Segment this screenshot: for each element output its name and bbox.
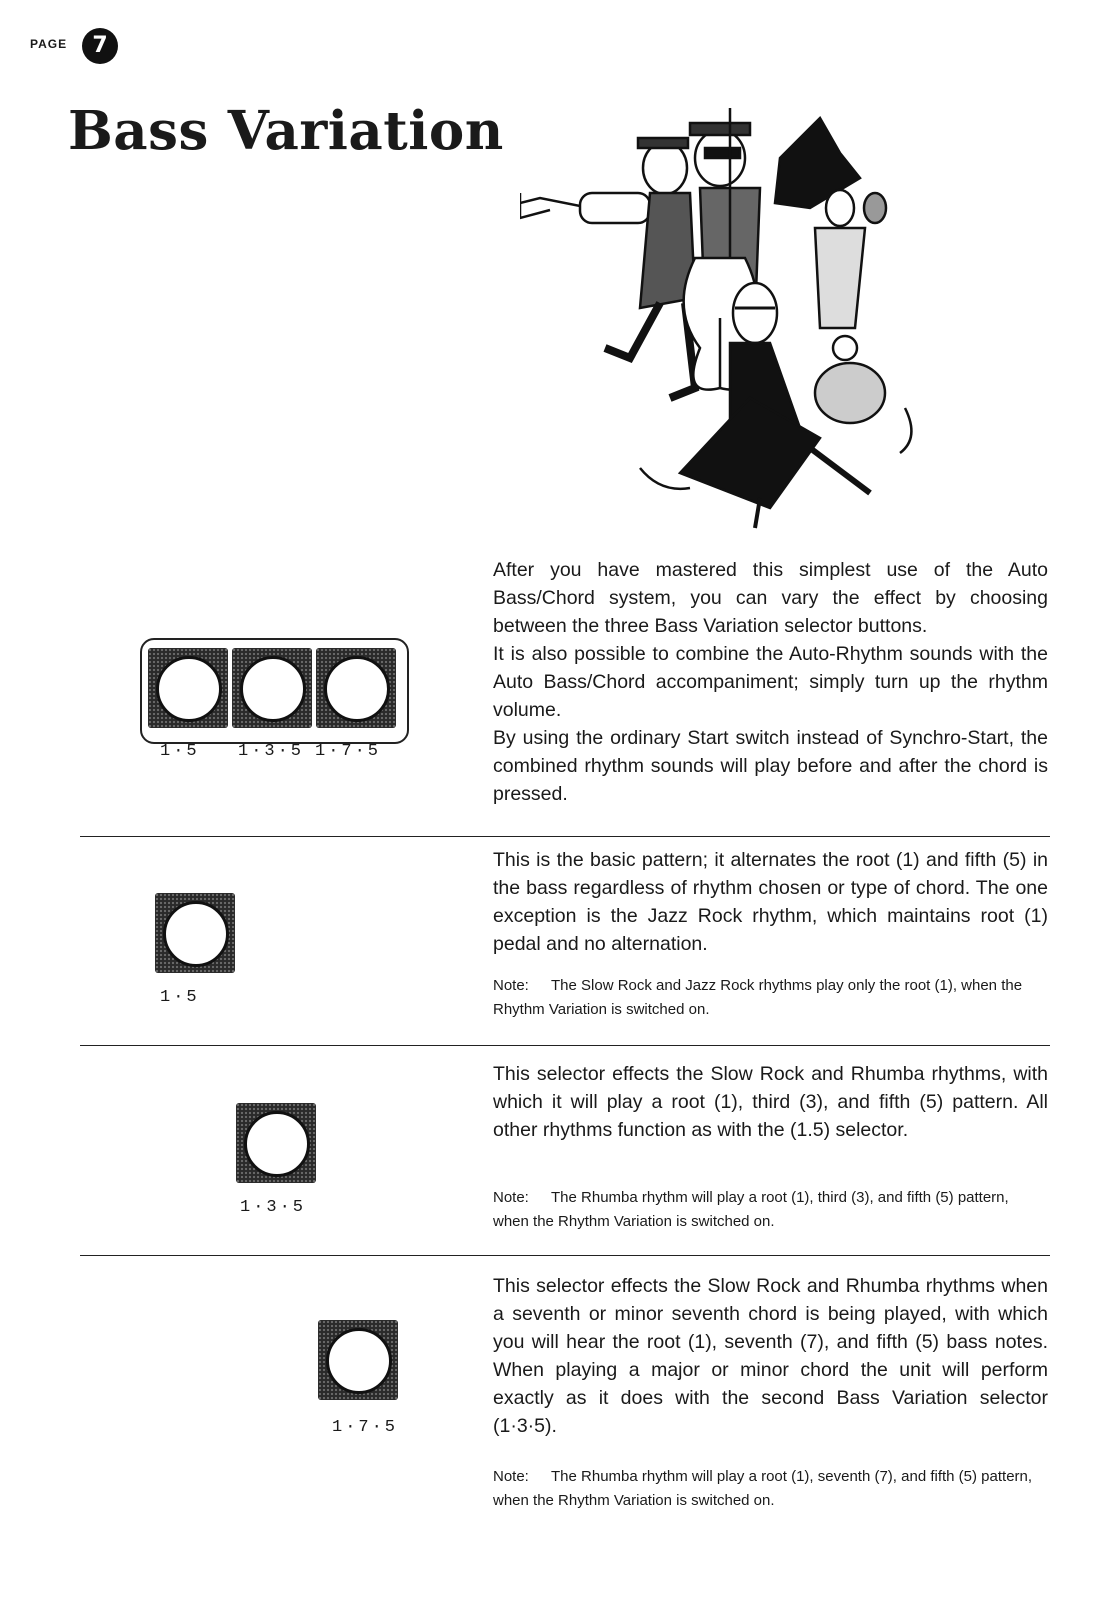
note-text: The Rhumba rhythm will play a root (1), third (3), and fifth (5) pattern, when the Rhythm Variation is switched on. [493,1189,1009,1230]
intro-paragraph-2: It is also possible to combine the Auto-Rhythm sounds with the Auto Bass/Chord accompaniment; simply turn up the rhythm volume. [493,643,1048,721]
selector-button-1-5[interactable] [148,648,228,728]
section-3-note [493,1465,1048,1513]
section-divider [80,836,1050,837]
button-ring-icon [324,656,390,722]
selector-button-1-3-5[interactable] [232,648,312,728]
note-label: Note: [493,1468,529,1485]
section-2-text: This selector effects the Slow Rock and Rhumba rhythms, with which it will play a root (1), third (3), and fifth (5) pattern. All other rhythms function as with the (1.5) selector. [493,1063,1048,1141]
button-ring-icon [156,656,222,722]
intro-paragraph-3: By using the ordinary Start switch instead of Synchro-Start, the combined rhythm sounds will play before and after the chord is pressed. [493,727,1048,805]
page-number: 7 [82,28,118,64]
selector-button-1-3-5-detail [236,1103,316,1183]
button-ring-icon [163,901,229,967]
section-label-1-7-5: 1·7·5 [332,1418,399,1437]
section-label-1-3-5: 1·3·5 [240,1198,307,1217]
note-label: Note: [493,977,529,994]
panel-label-1-5: 1·5 [160,742,200,761]
button-ring-icon [326,1328,392,1394]
section-2-note [493,1186,1048,1234]
selector-button-1-7-5-detail [318,1320,398,1400]
section-label-1-5: 1·5 [160,988,200,1007]
page-prefix: PAGE [30,37,68,51]
note-text: The Slow Rock and Jazz Rock rhythms play only the root (1), when the Rhythm Variation is switched on. [493,977,1023,1018]
intro-text [493,556,1048,808]
panel-label-1-7-5: 1·7·5 [315,742,382,761]
selector-button-1-5-detail [155,893,235,973]
bass-variation-selector-panel [140,638,409,744]
section-1-note [493,974,1048,1022]
section-divider [80,1045,1050,1046]
note-text: The Rhumba rhythm will play a root (1), seventh (7), and fifth (5) pattern, when the Rhythm Variation is switched on. [493,1468,1033,1509]
section-1-text: This is the basic pattern; it alternates the root (1) and fifth (5) in the bass regardless of rhythm chosen or type of chord. The one exception is the Jazz Rock rhythm, which maintains root (1) pedal and no alternation. [493,849,1048,955]
note-label: Note: [493,1189,529,1206]
page-title: Bass Variation [68,100,504,162]
panel-label-1-3-5: 1·3·5 [238,742,305,761]
button-ring-icon [244,1111,310,1177]
selector-button-1-7-5[interactable] [316,648,396,728]
page-number-badge [30,28,130,64]
button-ring-icon [240,656,306,722]
section-3-text: This selector effects the Slow Rock and Rhumba rhythms when a seventh or minor seventh chord is being played, with which you will hear the root (1), seventh (7), and fifth (5) bass notes. When playing a major or minor chord the unit will perform exactly as it does with the second Bass Variation selector (1·3·5). [493,1275,1048,1437]
musicians-cartoon-illustration [520,98,960,548]
section-divider [80,1255,1050,1256]
intro-paragraph-1: After you have mastered this simplest use of the Auto Bass/Chord system, you can vary the effect by choosing between the three Bass Variation selector buttons. [493,559,1048,637]
